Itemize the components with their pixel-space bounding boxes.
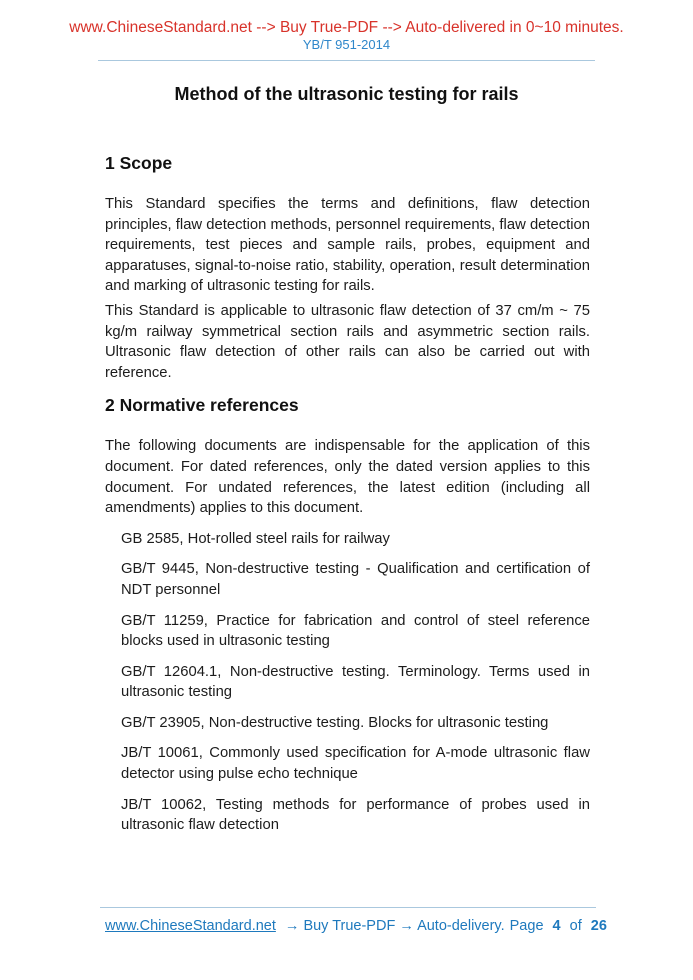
scope-paragraph-2: This Standard is applicable to ultrasonic flaw detection of 37 cm/m ~ 75 kg/m railway symmetrical section rails and asymmetric section rails. Ultrasonic flaw detection of other rails can also be carried out with reference. xyxy=(105,302,590,381)
section-scope xyxy=(105,153,590,383)
header-divider xyxy=(98,60,595,61)
reference-item-jbt10061: JB/T 10061, Commonly used specification for A-mode ultrasonic flaw detector using pulse echo technique xyxy=(121,745,590,783)
promo-banner: www.ChineseStandard.net --> Buy True-PDF --> Auto-delivered in 0~10 minutes. xyxy=(69,19,624,36)
section-heading-normative-references: 2 Normative references xyxy=(105,395,299,416)
page-header xyxy=(0,0,693,61)
reference-item-jbt10062: JB/T 10062, Testing methods for performance of probes used in ultrasonic flaw detection xyxy=(121,796,590,834)
footer-promo xyxy=(105,917,505,936)
page-of-label: of xyxy=(569,918,582,934)
section-heading-scope: 1 Scope xyxy=(105,153,173,173)
normative-intro-paragraph: The following documents are indispensable for the application of this document. For dated references, only the dated version applies to this document. For undated references, the latest edition (including all amendments) applies to this document. xyxy=(105,438,590,517)
footer-website-link[interactable]: www.ChineseStandard.net xyxy=(105,918,276,934)
standard-code: YB/T 951-2014 xyxy=(302,37,391,52)
scope-paragraph-1: This Standard specifies the terms and definitions, flaw detection principles, flaw detection methods, personnel requirements, flaw detection requirements, test pieces and sample rails, probes, equipment and apparatuses, signal-to-noise ratio, stability, operation, result determination and marking of ultrasonic testing for rails. xyxy=(105,196,590,295)
section-normative-references xyxy=(105,395,590,836)
reference-item-gb2585: GB 2585, Hot-rolled steel rails for railway xyxy=(121,530,390,547)
page-footer xyxy=(100,907,607,980)
page-indicator xyxy=(505,917,607,936)
document-body xyxy=(105,153,590,836)
footer-promo-text: → Buy True-PDF → Auto-delivery. xyxy=(284,918,505,934)
reference-item-gbt23905: GB/T 23905, Non-destructive testing. Blocks for ultrasonic testing xyxy=(121,714,549,731)
reference-item-gbt9445: GB/T 9445, Non-destructive testing - Qualification and certification of NDT personnel xyxy=(121,561,590,598)
footer-divider xyxy=(100,907,596,908)
page-label: Page xyxy=(509,918,544,934)
reference-item-gbt11259: GB/T 11259, Practice for fabrication and control of steel reference blocks used in ultrasonic testing xyxy=(121,612,590,650)
document-title: Method of the ultrasonic testing for rails xyxy=(174,84,519,104)
reference-item-gbt12604-1: GB/T 12604.1, Non-destructive testing. Terminology. Terms used in ultrasonic testing xyxy=(121,663,590,701)
page-total: 26 xyxy=(590,918,607,934)
page-current: 4 xyxy=(552,918,561,934)
